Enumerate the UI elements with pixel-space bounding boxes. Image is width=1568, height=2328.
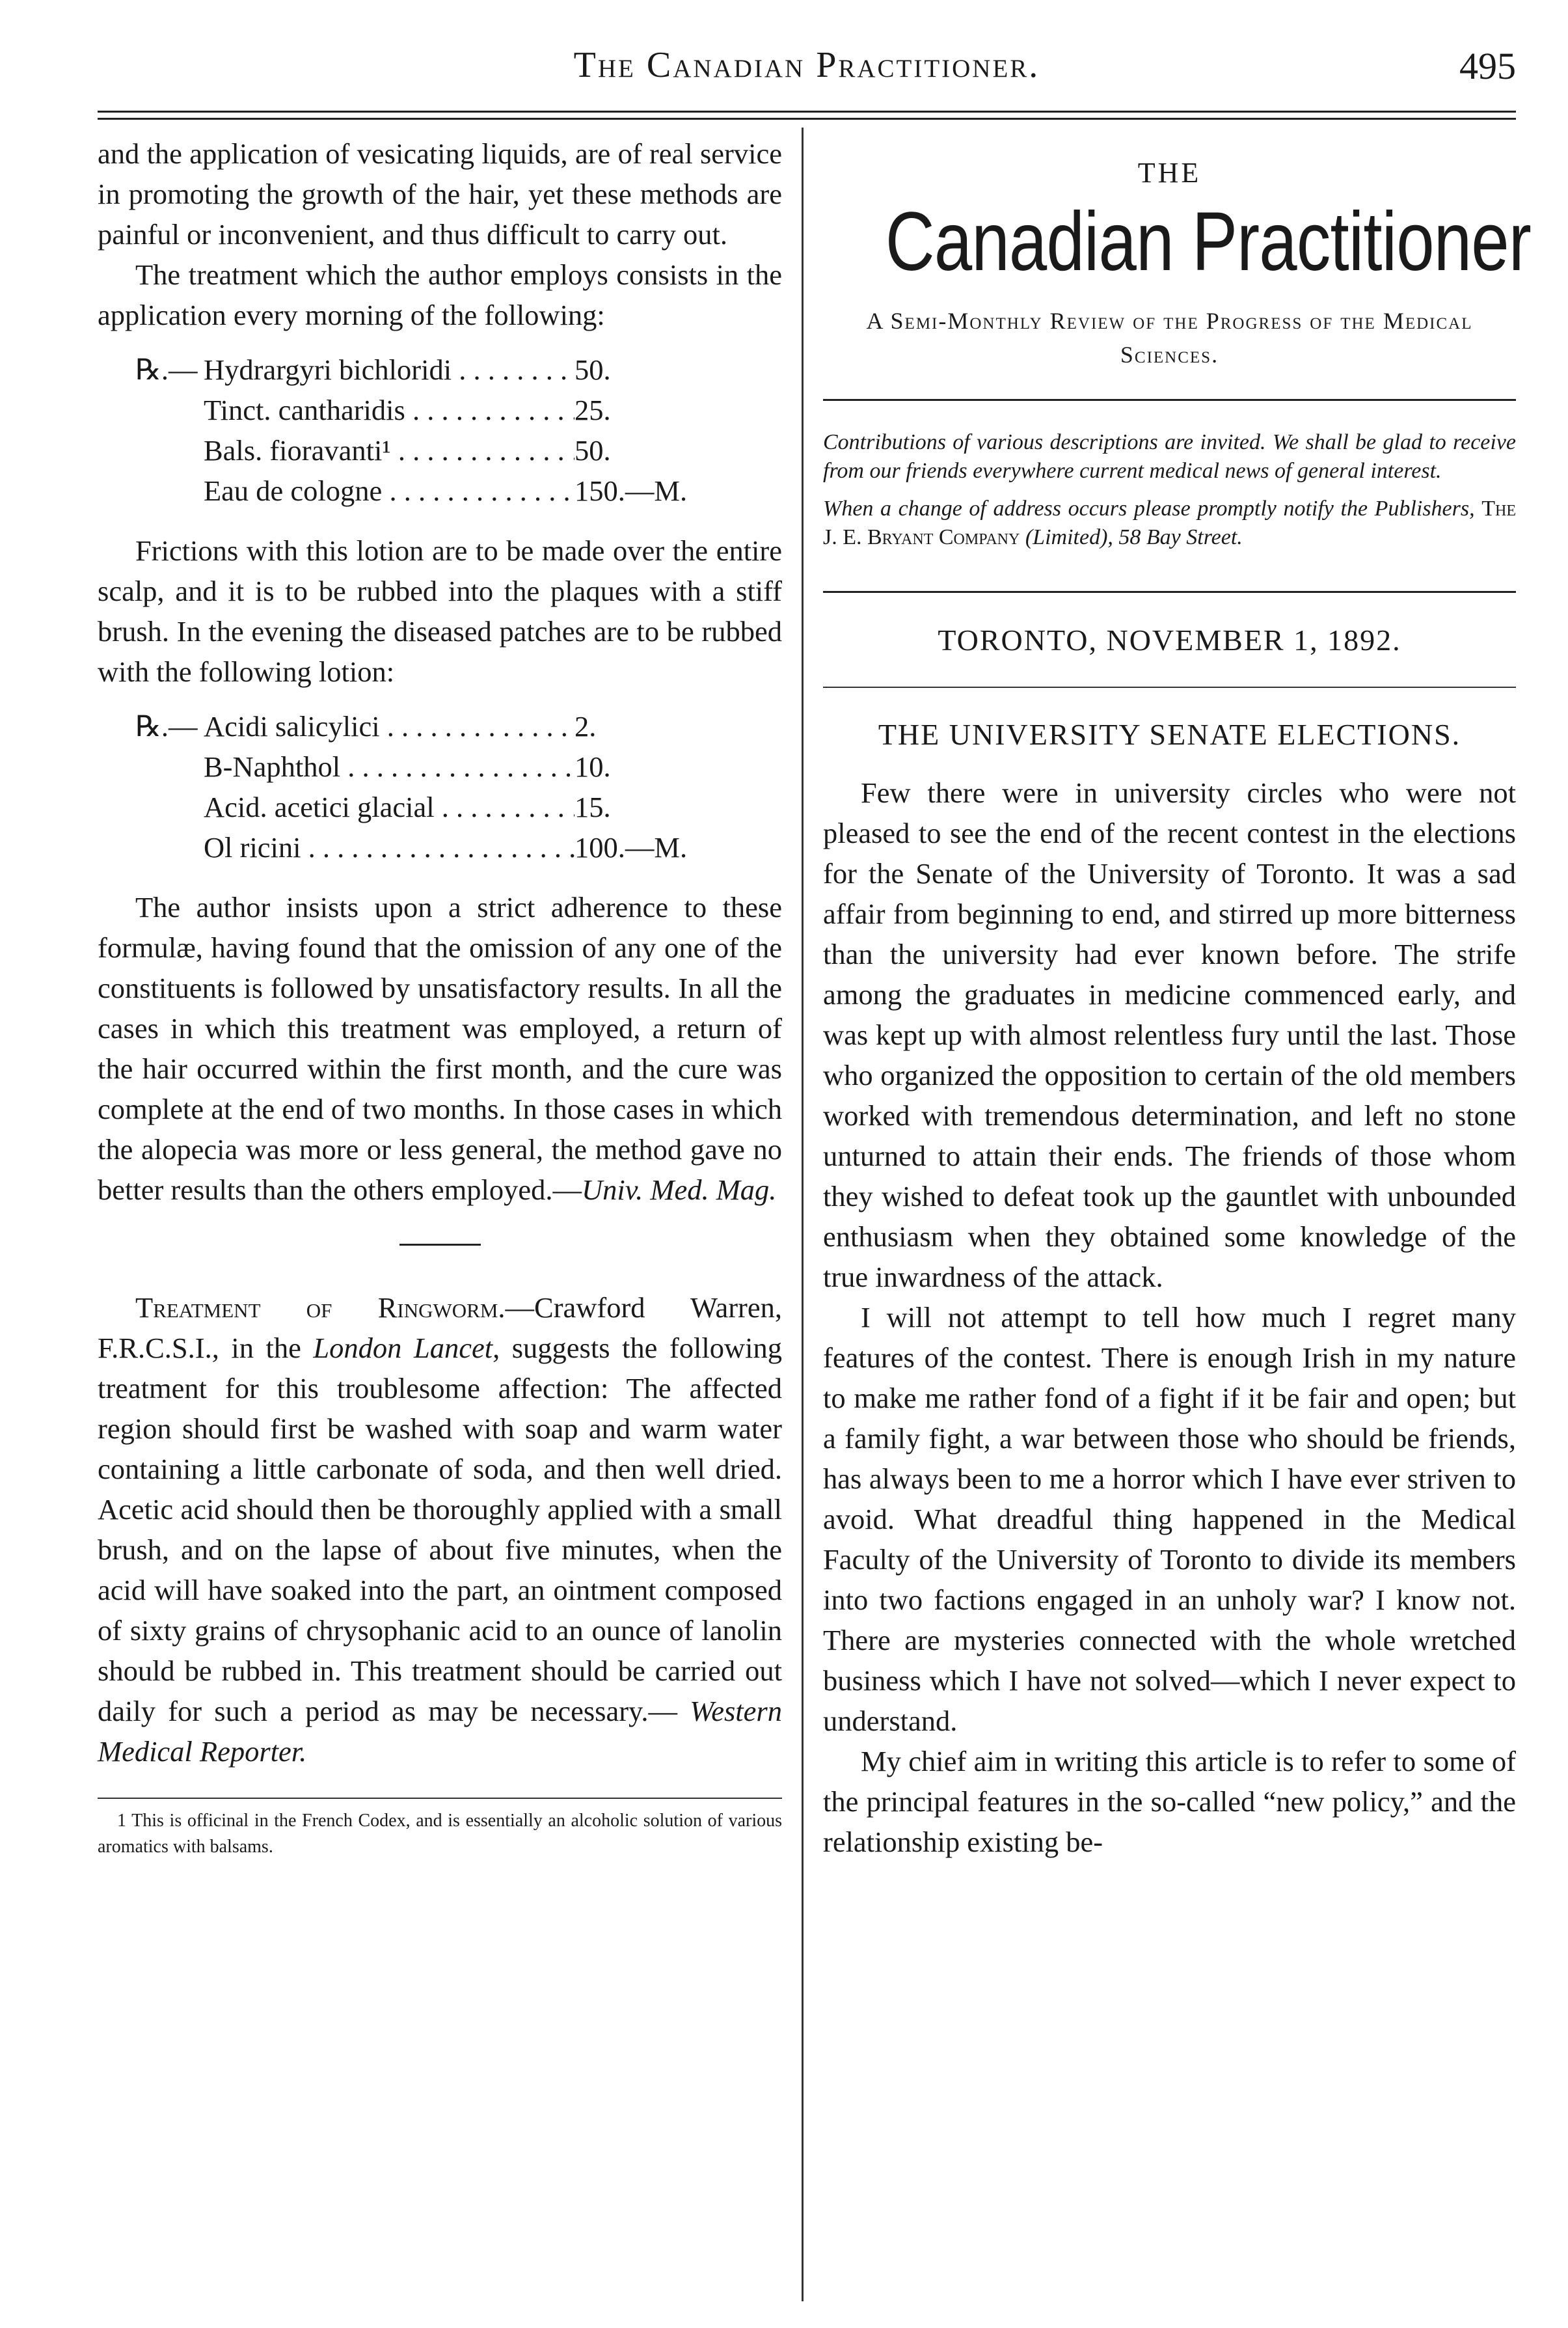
- ingredient-quantity: 100.—M.: [574, 831, 688, 864]
- ingredient-name: Bals. fioravanti¹ . . .: [204, 430, 574, 471]
- prescription-line: [135, 349, 782, 390]
- section-heading: Treatment of Ringworm.: [135, 1291, 506, 1324]
- recipe-symbol: ℞.—: [135, 710, 198, 743]
- paragraph-text: The author insists upon a strict adherence to these formulæ, having found that the omission of any one of the constituents is followed by unsatisfactory results. In all the cases in which this treatment was employed, a return of the hair occurred within the first month, and the cure was complete at the end of two months. In those cases in which the alopecia was more or less general, the method gave no better results than the others employed.—: [98, 891, 782, 1206]
- paragraph-text: , suggests the following treatment for this troublesome affection: The affected region should first be washed with soap and warm water containing a little carbonate of soda, and then well dried. Acetic acid should then be thoroughly applied with a small brush, and on the lapse of about five minutes, when the acid will have soaked into the part, an ointment composed of sixty grains of chrysophanic acid to an ounce of lanolin should be rubbed in. This treatment should be carried out daily for such a period as may be necessary.—: [98, 1332, 782, 1727]
- ingredient-name: Eau de cologne . . .: [204, 471, 574, 511]
- prescription-line: [135, 471, 782, 511]
- paragraph: My chief aim in writing this article is to refer to some of the principal features in the so-called “new policy,” and the relationship existing be-: [823, 1745, 1516, 1858]
- source-citation: Western Medical Reporter.: [98, 1695, 782, 1768]
- recipe-symbol: [135, 746, 204, 787]
- prescription-line: [135, 827, 782, 868]
- section-separator: [399, 1244, 481, 1246]
- ingredient-name: Acid. acetici glacial . . .: [204, 787, 574, 827]
- dateline-rule-bottom: [823, 687, 1516, 688]
- ingredient-name: B-Naphthol . . .: [204, 746, 574, 787]
- recipe-symbol: [135, 390, 204, 430]
- prescription-line: [135, 390, 782, 430]
- recipe-symbol: [135, 430, 204, 471]
- contributions-notice: Contributions of various descriptions are invited. We shall be glad to receive from our friends everywhere current medical news of general interest.: [823, 430, 1516, 483]
- header-rule: [98, 111, 1516, 120]
- recipe-symbol: ℞.—: [135, 353, 198, 386]
- address-notice: [823, 495, 1516, 552]
- dateline: TORONTO, NOVEMBER 1, 1892.: [938, 623, 1401, 657]
- ingredient-name: Tinct. cantharidis . . .: [204, 390, 574, 430]
- ingredient-quantity: 50.: [574, 353, 611, 386]
- prescription-line: [135, 787, 782, 827]
- article-title: THE UNIVERSITY SENATE ELECTIONS.: [878, 718, 1461, 751]
- prescription-2: [135, 706, 782, 868]
- paragraph: Frictions with this lotion are to be made over the entire scalp, and it is to be rubbed into the plaques with a stiff brush. In the evening the diseased patches are to be rubbed with the following lotion:: [98, 534, 782, 688]
- publisher-name: The J. E. Bryant Company: [823, 497, 1516, 549]
- page-number: 495: [1459, 45, 1516, 87]
- ingredient-quantity: 10.: [574, 750, 611, 783]
- paragraph: [98, 887, 782, 1210]
- ingredient-quantity: 25.: [574, 394, 611, 426]
- prescription-1: [135, 349, 782, 511]
- column-divider: [802, 128, 804, 2301]
- paragraph: and the application of vesicating liquids, are of real service in promoting the growth of the hair, yet these methods are painful or inconvenient, and thus difficult to carry out.: [98, 137, 782, 251]
- notice-text: (Limited), 58 Bay Street.: [1020, 525, 1243, 549]
- paragraph: [98, 1287, 782, 1772]
- ingredient-quantity: 15.: [574, 791, 611, 823]
- masthead-rule: [823, 399, 1516, 401]
- notice-text: When a change of address occurs please promptly notify the Publishers,: [823, 497, 1482, 521]
- left-column: [98, 133, 782, 1860]
- prescription-line: [135, 746, 782, 787]
- masthead-subtitle: A Semi-Monthly Review of the Progress of the Medical Sciences.: [866, 308, 1473, 368]
- running-title: The Canadian Practitioner.: [573, 45, 1040, 85]
- recipe-symbol: [135, 827, 204, 868]
- prescription-line: [135, 430, 782, 471]
- ingredient-quantity: 150.—M.: [574, 474, 688, 507]
- recipe-symbol: [135, 787, 204, 827]
- footnote-rule: [98, 1798, 782, 1799]
- paragraph: Few there were in university circles who were not pleased to see the end of the recent contest in the elections for the Senate of the University of Toronto. It was a sad affair from beginning to end, and stirred up more bitterness than the university had ever known before. The strife among the graduates in medicine commenced early, and was kept up with almost relentless fury until the last. Those who organized the opposition to certain of the old members worked with tremendous determination, and left no stone unturned to attain their ends. The friends of those whom they wished to defeat took up the gauntlet with unbounded enthusiasm when they obtained some knowledge of the true inwardness of the attack.: [823, 776, 1516, 1293]
- paragraph-text: —Crawford Warren, F.R.C.S.I., in the: [98, 1291, 782, 1364]
- right-column: [823, 133, 1531, 1862]
- source-citation: Univ. Med. Mag.: [581, 1173, 777, 1206]
- paragraph: I will not attempt to tell how much I regret many features of the contest. There is enough Irish in my nature to make me rather fond of a fight if it be fair and open; but a family fight, a war between those who should be friends, has always been to me a horror which I have ever striven to avoid. What dreadful thing happened in the Medical Faculty of the University of Toronto to divide its members into two factions engaged in an unholy war? I know not. There are mysteries connected with the whole wretched business which I have not solved—which I never expect to understand.: [823, 1301, 1516, 1737]
- recipe-symbol: [135, 471, 204, 511]
- footnote: 1 This is officinal in the French Codex, and is essentially an alcoholic solution of various aromatics with balsams.: [98, 1811, 782, 1857]
- dateline-rule-top: [823, 591, 1516, 593]
- masthead-title: Canadian Practitioner: [885, 195, 1531, 288]
- ingredient-name: Acidi salicylici . . .: [204, 706, 574, 746]
- paragraph: The treatment which the author employs consists in the application every morning of the following:: [98, 258, 782, 331]
- journal-name: London Lancet: [313, 1332, 493, 1364]
- ingredient-quantity: 50.: [574, 434, 611, 467]
- running-header: [98, 44, 1516, 96]
- masthead-the: THE: [1137, 157, 1202, 189]
- ingredient-name: Ol ricini . . .: [204, 827, 574, 868]
- prescription-line: [135, 706, 782, 746]
- ingredient-quantity: 2.: [574, 710, 597, 743]
- ingredient-name: Hydrargyri bichloridi . . .: [204, 349, 574, 390]
